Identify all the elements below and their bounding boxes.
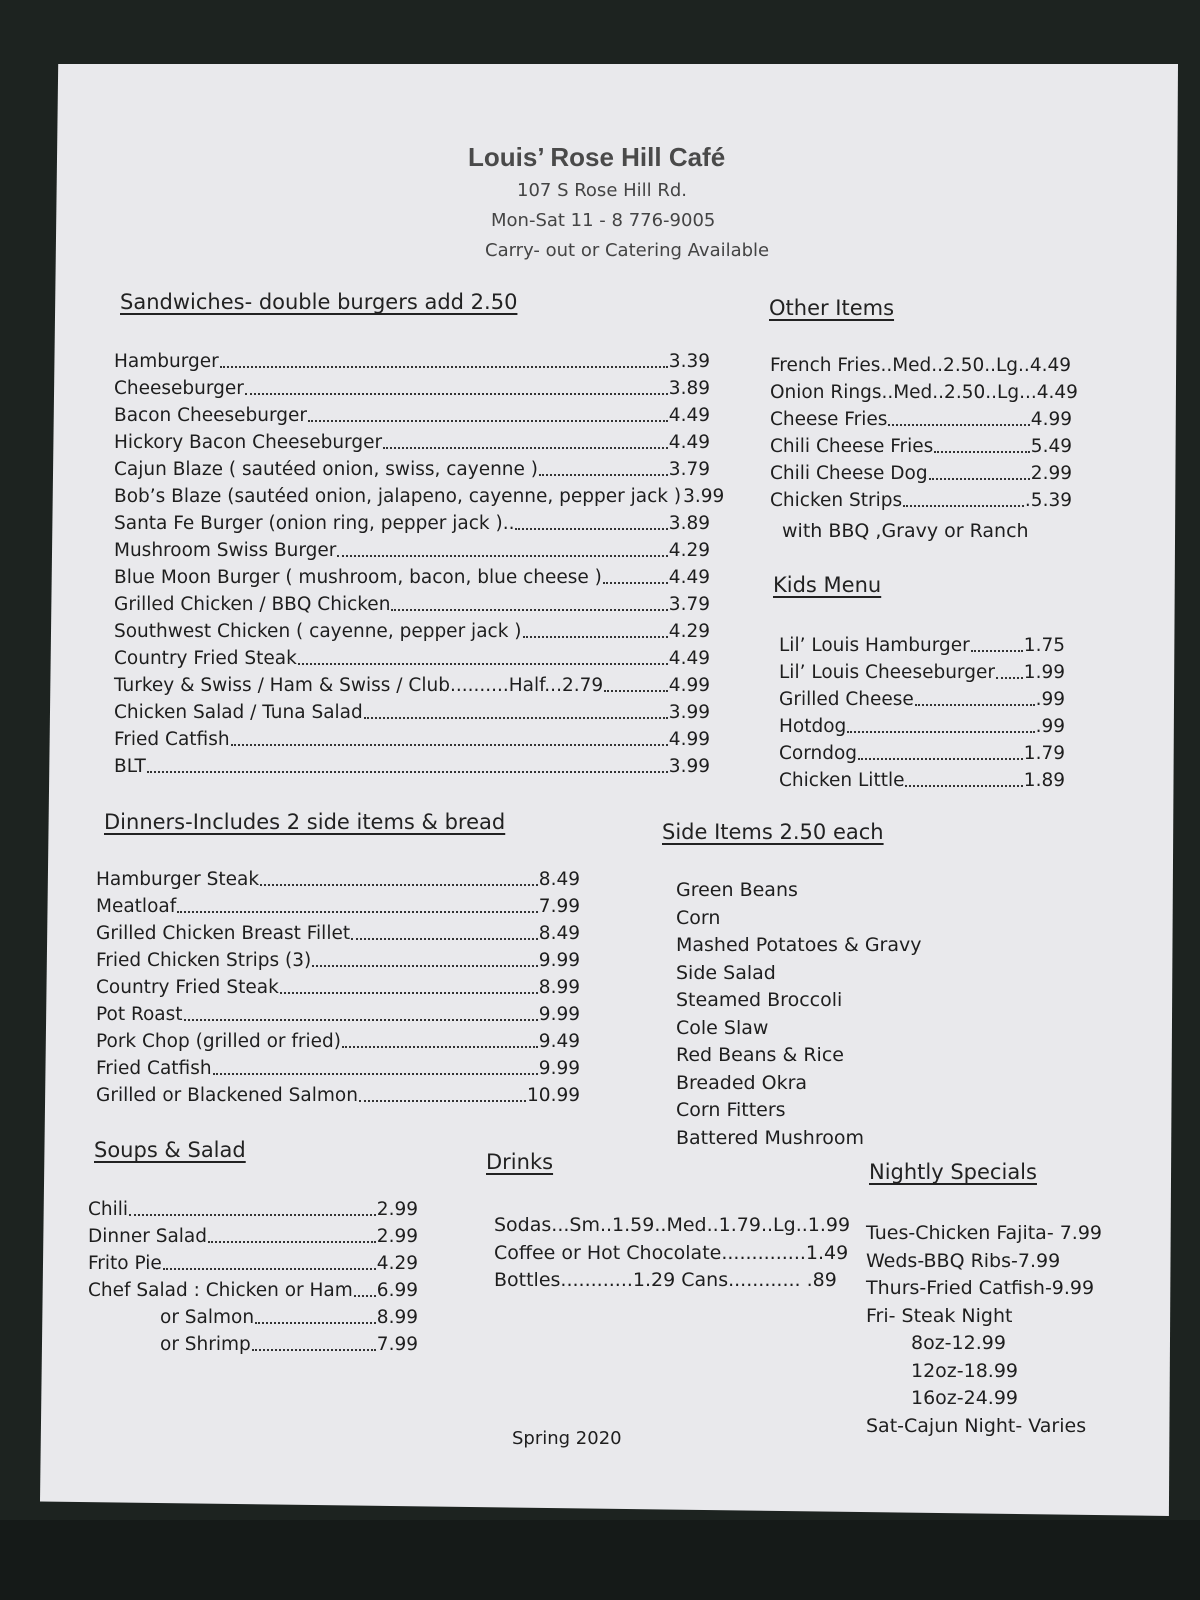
menu-item-name: Hamburger Steak	[96, 869, 260, 890]
menu-item-row	[779, 740, 1065, 767]
menu-item-name: Chili	[88, 1199, 129, 1220]
menu-line: Coffee or Hot Chocolate..............1.49	[494, 1241, 849, 1264]
menu-item-row	[96, 893, 580, 920]
menu-item-name: or Salmon	[160, 1307, 255, 1328]
menu-item-price: 9.49	[538, 1031, 580, 1052]
dot-leader	[971, 650, 1023, 652]
menu-item-row	[114, 429, 710, 456]
menu-item-row	[114, 510, 710, 537]
menu-item-row	[114, 591, 710, 618]
dot-leader	[391, 609, 667, 611]
menu-line: Side Salad	[676, 961, 776, 984]
menu-item-row	[779, 632, 1065, 659]
menu-line: Cole Slaw	[676, 1016, 769, 1039]
menu-line: Corn Fitters	[676, 1099, 786, 1121]
menu-item-price: 4.29	[668, 621, 710, 642]
menu-item-name: Blue Moon Burger ( mushroom, bacon, blue cheese )	[114, 567, 602, 588]
menu-item-name: Southwest Chicken ( cayenne, pepper jack )	[114, 621, 522, 642]
menu-item-row	[96, 1055, 580, 1082]
menu-item-name: Chili Cheese Dog	[770, 463, 928, 484]
menu-item-row	[114, 699, 710, 726]
menu-item-name: Cheeseburger	[114, 378, 244, 399]
menu-line: Weds-BBQ Ribs-7.99	[866, 1249, 1061, 1272]
menu-item-price: 4.29	[668, 540, 710, 561]
menu-item-name: Dinner Salad	[88, 1226, 208, 1247]
dot-leader	[383, 447, 668, 449]
menu-item-price: 3.99	[668, 702, 710, 723]
dot-leader	[515, 528, 667, 530]
menu-line: Steamed Broccoli	[676, 989, 843, 1011]
menu-line: 12oz-18.99	[911, 1359, 1019, 1382]
menu-item-row	[114, 456, 710, 483]
menu-item-row	[114, 375, 710, 402]
dot-leader	[163, 1268, 376, 1270]
menu-item-name: Meatloaf	[96, 896, 177, 917]
menu-item-name: Hamburger	[114, 351, 219, 372]
menu-item-price: 4.99	[668, 729, 710, 750]
menu-item-name: Fried Catfish	[114, 729, 230, 750]
menu-item-price: .99	[1035, 716, 1065, 737]
menu-item-row	[96, 1082, 580, 1109]
dot-leader	[342, 1046, 538, 1048]
menu-line: 16oz-24.99	[911, 1387, 1019, 1409]
dot-leader	[539, 474, 668, 476]
dot-leader	[129, 1214, 376, 1216]
menu-item-row	[88, 1277, 418, 1304]
dot-leader	[359, 1100, 526, 1102]
dot-leader	[915, 704, 1035, 706]
menu-item-row	[779, 659, 1065, 686]
menu-item-name: BLT	[114, 756, 146, 777]
menu-item-price: .5.39	[1024, 490, 1072, 511]
dot-leader	[364, 717, 668, 719]
menu-item-price: 5.49	[1030, 436, 1072, 457]
menu-item-row	[779, 767, 1065, 794]
dot-leader	[934, 451, 1029, 453]
other-items-list	[770, 352, 1078, 514]
table-background	[0, 1520, 1200, 1600]
menu-item-name: Pot Roast	[96, 1004, 183, 1025]
menu-item-row	[770, 406, 1072, 433]
menu-item-price: 8.49	[538, 923, 580, 944]
menu-item-price: 4.49	[668, 432, 710, 453]
menu-item-row	[114, 564, 710, 591]
menu-item-price: 3.99	[683, 486, 725, 507]
menu-item-row	[770, 352, 1072, 379]
dot-leader	[260, 884, 538, 886]
dot-leader	[220, 366, 668, 368]
dot-leader	[337, 555, 667, 557]
menu-item-row	[114, 402, 710, 429]
menu-item-row	[770, 379, 1078, 406]
dinners-list	[96, 866, 580, 1109]
menu-line: Sodas...Sm..1.59..Med..1.79..Lg..1.99	[494, 1214, 851, 1236]
season-footer: Spring 2020	[512, 1428, 622, 1449]
soups-salad-heading: Soups & Salad	[94, 1138, 246, 1162]
menu-item-price: 8.49	[538, 869, 580, 890]
menu-item-row	[114, 672, 710, 699]
kids-menu-heading: Kids Menu	[773, 573, 882, 597]
menu-item-price: 1.75	[1023, 635, 1065, 656]
menu-item-name: Hickory Bacon Cheeseburger	[114, 432, 383, 453]
menu-item-price: 8.99	[538, 977, 580, 998]
menu-line: Sat-Cajun Night- Varies	[866, 1414, 1087, 1437]
dot-leader	[905, 785, 1022, 787]
menu-item-row	[96, 1001, 580, 1028]
menu-item-name: Fried Catfish	[96, 1058, 212, 1079]
dot-leader	[996, 677, 1023, 679]
other-items-heading: Other Items	[769, 296, 895, 320]
dot-leader	[929, 478, 1030, 480]
menu-item-price: 9.99	[538, 1004, 580, 1025]
menu-item-price: 3.79	[668, 594, 710, 615]
menu-line: Bottles............1.29 Cans............ .89	[494, 1269, 837, 1291]
menu-item-row	[88, 1223, 418, 1250]
nightly-specials-list	[866, 1220, 1102, 1440]
menu-line: Fri- Steak Night	[866, 1304, 1013, 1327]
menu-item-price: 4.99	[668, 675, 710, 696]
menu-item-name: Frito Pie	[88, 1253, 162, 1274]
menu-item-row	[88, 1196, 418, 1223]
menu-line: Mashed Potatoes & Gravy	[676, 934, 922, 956]
menu-line: Thurs-Fried Catfish-9.99	[866, 1277, 1095, 1299]
menu-item-name: Grilled Cheese	[779, 689, 914, 710]
dot-leader	[177, 911, 538, 913]
restaurant-hours-phone: Mon-Sat 11 - 8 776-9005	[491, 210, 716, 231]
restaurant-service: Carry- out or Catering Available	[485, 240, 770, 261]
menu-item-name: Mushroom Swiss Burger	[114, 540, 337, 561]
dot-leader	[312, 965, 538, 967]
menu-line: Red Beans & Rice	[676, 1044, 844, 1066]
menu-item-price: 7.99	[538, 896, 580, 917]
menu-item-price: 3.89	[668, 378, 710, 399]
sandwiches-list	[114, 348, 725, 780]
dot-leader	[603, 582, 668, 584]
menu-line: Corn	[676, 906, 721, 929]
menu-item-price: 1.99	[1023, 662, 1065, 683]
menu-item-name: Lil’ Louis Cheeseburger	[779, 662, 995, 683]
menu-item-row	[88, 1250, 418, 1277]
menu-item-row	[770, 487, 1072, 514]
restaurant-address: 107 S Rose Hill Rd.	[517, 180, 688, 201]
dot-leader	[858, 758, 1023, 760]
dot-leader	[184, 1019, 538, 1021]
menu-item-name: Pork Chop (grilled or fried)	[96, 1031, 341, 1052]
menu-item-price: 2.99	[1030, 463, 1072, 484]
dot-leader	[280, 992, 538, 994]
dot-leader	[252, 1349, 376, 1351]
menu-item-name: Turkey & Swiss / Ham & Swiss / Club..........Half...2.79	[114, 675, 604, 696]
menu-item-row	[88, 1331, 418, 1358]
menu-item-price: 4.29	[376, 1253, 418, 1274]
menu-item-price: 1.79	[1023, 743, 1065, 764]
dot-leader	[245, 393, 668, 395]
menu-item-name: Bacon Cheeseburger	[114, 405, 308, 426]
menu-item-row	[114, 348, 710, 375]
dot-leader	[255, 1322, 376, 1324]
menu-item-name: Grilled or Blackened Salmon	[96, 1085, 358, 1106]
menu-item-row	[96, 866, 580, 893]
menu-item-name: Chicken Strips	[770, 490, 903, 511]
menu-item-row	[96, 947, 580, 974]
menu-item-price: 9.99	[538, 950, 580, 971]
menu-item-price: 4.49	[668, 405, 710, 426]
menu-item-price: 3.89	[668, 513, 710, 534]
menu-line: Battered Mushroom	[676, 1126, 864, 1149]
menu-item-price: 9.99	[538, 1058, 580, 1079]
menu-item-name: Grilled Chicken Breast Fillet	[96, 923, 351, 944]
kids-menu-list	[779, 632, 1065, 794]
menu-item-name: Lil’ Louis Hamburger	[779, 635, 970, 656]
menu-item-row	[114, 645, 710, 672]
dot-leader	[523, 636, 668, 638]
menu-item-row	[770, 460, 1072, 487]
menu-item-row	[96, 974, 580, 1001]
menu-item-row	[114, 618, 710, 645]
menu-item-price: 2.99	[376, 1226, 418, 1247]
menu-item-name: Onion Rings..Med..2.50..Lg...4.49	[770, 382, 1078, 403]
menu-item-name: French Fries..Med..2.50..Lg..4.49	[770, 355, 1072, 376]
menu-item-row	[779, 686, 1065, 713]
menu-item-name: Santa Fe Burger (onion ring, pepper jack )..	[114, 513, 515, 534]
menu-item-name: Fried Chicken Strips (3)	[96, 950, 312, 971]
menu-item-row	[114, 753, 710, 780]
menu-item-row	[779, 713, 1065, 740]
menu-item-name: Hotdog	[779, 716, 847, 737]
menu-item-row	[114, 537, 710, 564]
menu-line: Tues-Chicken Fajita- 7.99	[866, 1222, 1103, 1244]
menu-item-name: Bob’s Blaze (sautéed onion, jalapeno, cayenne, pepper jack )	[114, 486, 682, 507]
menu-item-price: 7.99	[376, 1334, 418, 1355]
menu-item-row	[96, 920, 580, 947]
menu-item-name: Grilled Chicken / BBQ Chicken	[114, 594, 391, 615]
menu-item-name: or Shrimp	[160, 1334, 251, 1355]
dinners-heading: Dinners-Includes 2 side items & bread	[104, 810, 506, 834]
side-items-list	[676, 877, 922, 1152]
menu-item-price: 4.49	[668, 648, 710, 669]
drinks-heading: Drinks	[486, 1150, 554, 1174]
menu-item-name: Cajun Blaze ( sautéed onion, swiss, cayenne )	[114, 459, 539, 480]
dot-leader	[847, 731, 1034, 733]
menu-item-name: Country Fried Steak	[96, 977, 279, 998]
menu-item-row	[114, 726, 710, 753]
menu-item-price: 10.99	[527, 1085, 580, 1106]
dot-leader	[903, 505, 1024, 507]
menu-item-price: 4.49	[668, 567, 710, 588]
dot-leader	[231, 744, 668, 746]
menu-line: 8oz-12.99	[911, 1332, 1006, 1354]
dot-leader	[208, 1241, 376, 1243]
menu-item-price: 8.99	[376, 1307, 418, 1328]
menu-item-price: 3.79	[668, 459, 710, 480]
menu-item-price: .99	[1035, 689, 1065, 710]
sandwiches-heading: Sandwiches- double burgers add 2.50	[120, 290, 518, 314]
menu-item-row	[96, 1028, 580, 1055]
menu-item-price: 1.89	[1023, 770, 1065, 791]
menu-item-name: Corndog	[779, 743, 858, 764]
menu-item-price: 3.39	[668, 351, 710, 372]
dot-leader	[351, 938, 538, 940]
other-items-note: with BBQ ,Gravy or Ranch	[782, 520, 1029, 542]
dot-leader	[213, 1073, 538, 1075]
menu-item-row	[88, 1304, 418, 1331]
dot-leader	[308, 420, 668, 422]
menu-item-row	[114, 483, 725, 510]
dot-leader	[298, 663, 668, 665]
menu-item-name: Country Fried Steak	[114, 648, 297, 669]
menu-line: Green Beans	[676, 879, 798, 901]
dot-leader	[147, 771, 668, 773]
menu-item-price: 3.99	[668, 756, 710, 777]
menu-item-name: Chili Cheese Fries	[770, 436, 934, 457]
menu-item-name: Cheese Fries	[770, 409, 888, 430]
drinks-list	[494, 1212, 850, 1295]
menu-item-price: 4.99	[1030, 409, 1072, 430]
side-items-heading: Side Items 2.50 each	[662, 820, 884, 844]
dot-leader	[354, 1295, 376, 1297]
dot-leader	[888, 424, 1029, 426]
menu-line: Breaded Okra	[676, 1071, 808, 1094]
menu-item-price: 6.99	[376, 1280, 418, 1301]
menu-item-name: Chicken Salad / Tuna Salad	[114, 702, 363, 723]
menu-item-name: Chicken Little	[779, 770, 905, 791]
dot-leader	[604, 690, 668, 692]
restaurant-title: Louis’ Rose Hill Café	[468, 142, 726, 172]
menu-item-row	[770, 433, 1072, 460]
menu-item-name: Chef Salad : Chicken or Ham	[88, 1280, 353, 1301]
nightly-specials-heading: Nightly Specials	[869, 1160, 1037, 1184]
menu-item-price: 2.99	[376, 1199, 418, 1220]
soups-salad-list	[88, 1196, 418, 1358]
